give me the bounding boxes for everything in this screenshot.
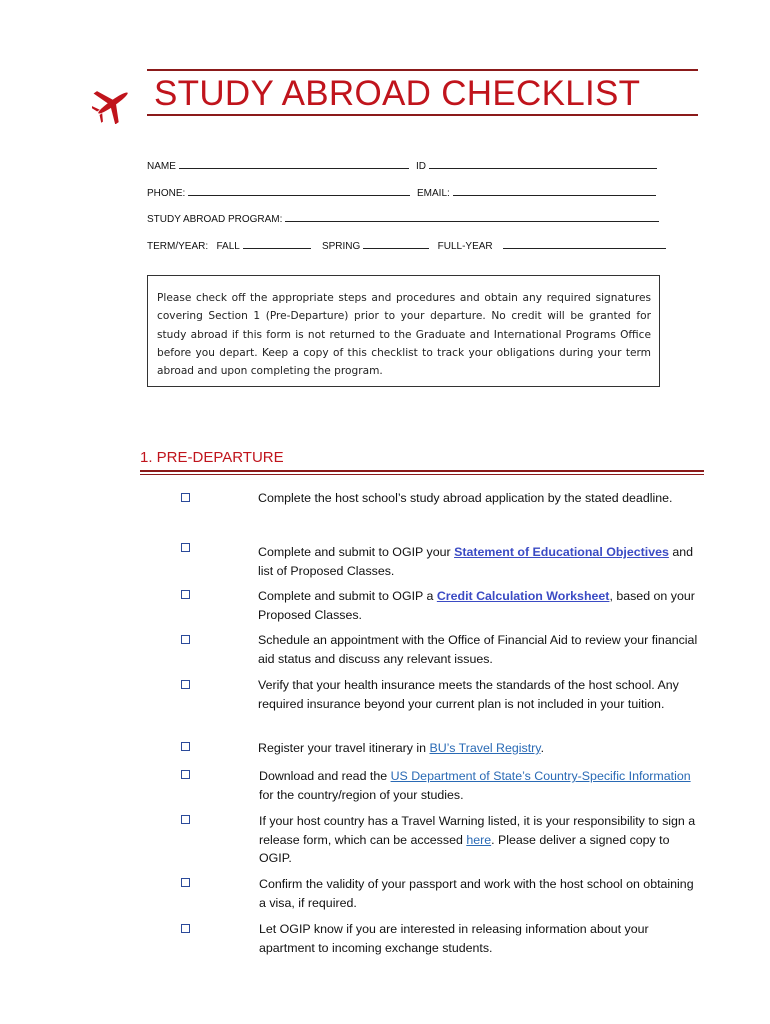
name-label: NAME xyxy=(147,161,176,172)
item-text: Download and read the xyxy=(259,769,391,783)
list-item xyxy=(258,587,698,624)
page-title: STUDY ABROAD CHECKLIST xyxy=(154,74,641,113)
list-item: Verify that your health insurance meets the standards of the host school. Any required insurance beyond your current plan is not included in your tuition. xyxy=(258,678,679,711)
section-rule-thin xyxy=(140,474,704,475)
credit-worksheet-link[interactable]: Credit Calculation Worksheet xyxy=(436,589,610,603)
checkbox[interactable] xyxy=(181,770,190,779)
phone-field[interactable] xyxy=(147,185,410,199)
id-label: ID xyxy=(416,161,426,172)
travel-registry-link[interactable]: BU’s Travel Registry xyxy=(429,741,541,755)
spring-label: SPRING xyxy=(321,241,361,252)
checkbox[interactable] xyxy=(181,878,190,887)
list-item xyxy=(258,739,698,758)
item-text: . Please deliver a signed copy to OGIP. xyxy=(259,832,670,866)
airplane-icon xyxy=(92,82,134,124)
section-heading: 1. PRE-DEPARTURE xyxy=(140,449,284,466)
item-text: Complete and submit to OGIP a xyxy=(258,589,437,603)
program-label: STUDY ABROAD PROGRAM: xyxy=(147,214,283,225)
list-item: Schedule an appointment with the Office of Financial Aid to review your financial aid status and discuss any relevant issues. xyxy=(258,633,698,666)
fullyear-input[interactable] xyxy=(503,238,666,249)
item-text: If your host country has a Travel Warning listed, it is your responsibility to sign a release form, which can be accessed xyxy=(259,814,696,847)
statement-of-objectives-link[interactable]: Statement of Educational Objectives xyxy=(454,545,669,559)
program-field[interactable] xyxy=(147,211,659,225)
item-text: and list of Proposed Classes. xyxy=(258,545,694,578)
item-text: . xyxy=(540,741,545,755)
list-item xyxy=(259,812,699,868)
instructions-box: Please check off the appropriate steps and procedures and obtain any required signatures covering Section 1 (Pre-Departure) prior to your departure. No credit will be granted for study abroad if this form is not returned to the Graduate and International Programs Office before you depart. Keep a copy of this checklist to track your obligations during your term abroad and upon completing the program. xyxy=(147,275,660,387)
title-top-rule xyxy=(147,69,698,71)
release-form-link[interactable]: here xyxy=(466,832,492,847)
checkbox[interactable] xyxy=(181,815,190,824)
phone-label: PHONE: xyxy=(147,188,186,199)
checkbox[interactable] xyxy=(181,590,190,599)
checkbox[interactable] xyxy=(181,635,190,644)
title-bottom-rule xyxy=(147,114,698,116)
item-text: Register your travel itinerary in xyxy=(258,741,430,755)
checkbox[interactable] xyxy=(181,543,190,552)
list-item xyxy=(258,543,698,580)
fullyear-label: FULL-YEAR xyxy=(437,241,493,252)
item-text: for the country/region of your studies. xyxy=(259,787,464,802)
item-text: Complete and submit to OGIP your xyxy=(258,545,455,559)
fall-input[interactable] xyxy=(243,238,311,249)
list-item: Complete the host school’s study abroad application by the stated deadline. xyxy=(258,491,673,505)
item-text: , based on your Proposed Classes. xyxy=(258,589,695,622)
fall-label: FALL xyxy=(216,241,240,252)
email-field[interactable] xyxy=(417,185,656,199)
email-label: EMAIL: xyxy=(417,188,450,199)
name-field[interactable] xyxy=(147,158,409,172)
list-item: Confirm the validity of your passport and work with the host school on obtaining a visa, if required. xyxy=(259,877,694,910)
term-label: TERM/YEAR: xyxy=(147,241,209,252)
list-item: Let OGIP know if you are interested in releasing information about your apartment to incoming exchange students. xyxy=(259,922,649,955)
checkbox[interactable] xyxy=(181,742,190,751)
checkbox[interactable] xyxy=(181,680,190,689)
section-rule-thick xyxy=(140,470,704,472)
checkbox[interactable] xyxy=(181,493,190,502)
state-department-link[interactable]: US Department of State’s Country-Specific Information xyxy=(390,769,691,783)
spring-input[interactable] xyxy=(363,238,429,249)
list-item xyxy=(259,767,699,804)
checkbox[interactable] xyxy=(181,924,190,933)
id-field[interactable] xyxy=(416,158,657,172)
term-year-row xyxy=(147,238,666,252)
